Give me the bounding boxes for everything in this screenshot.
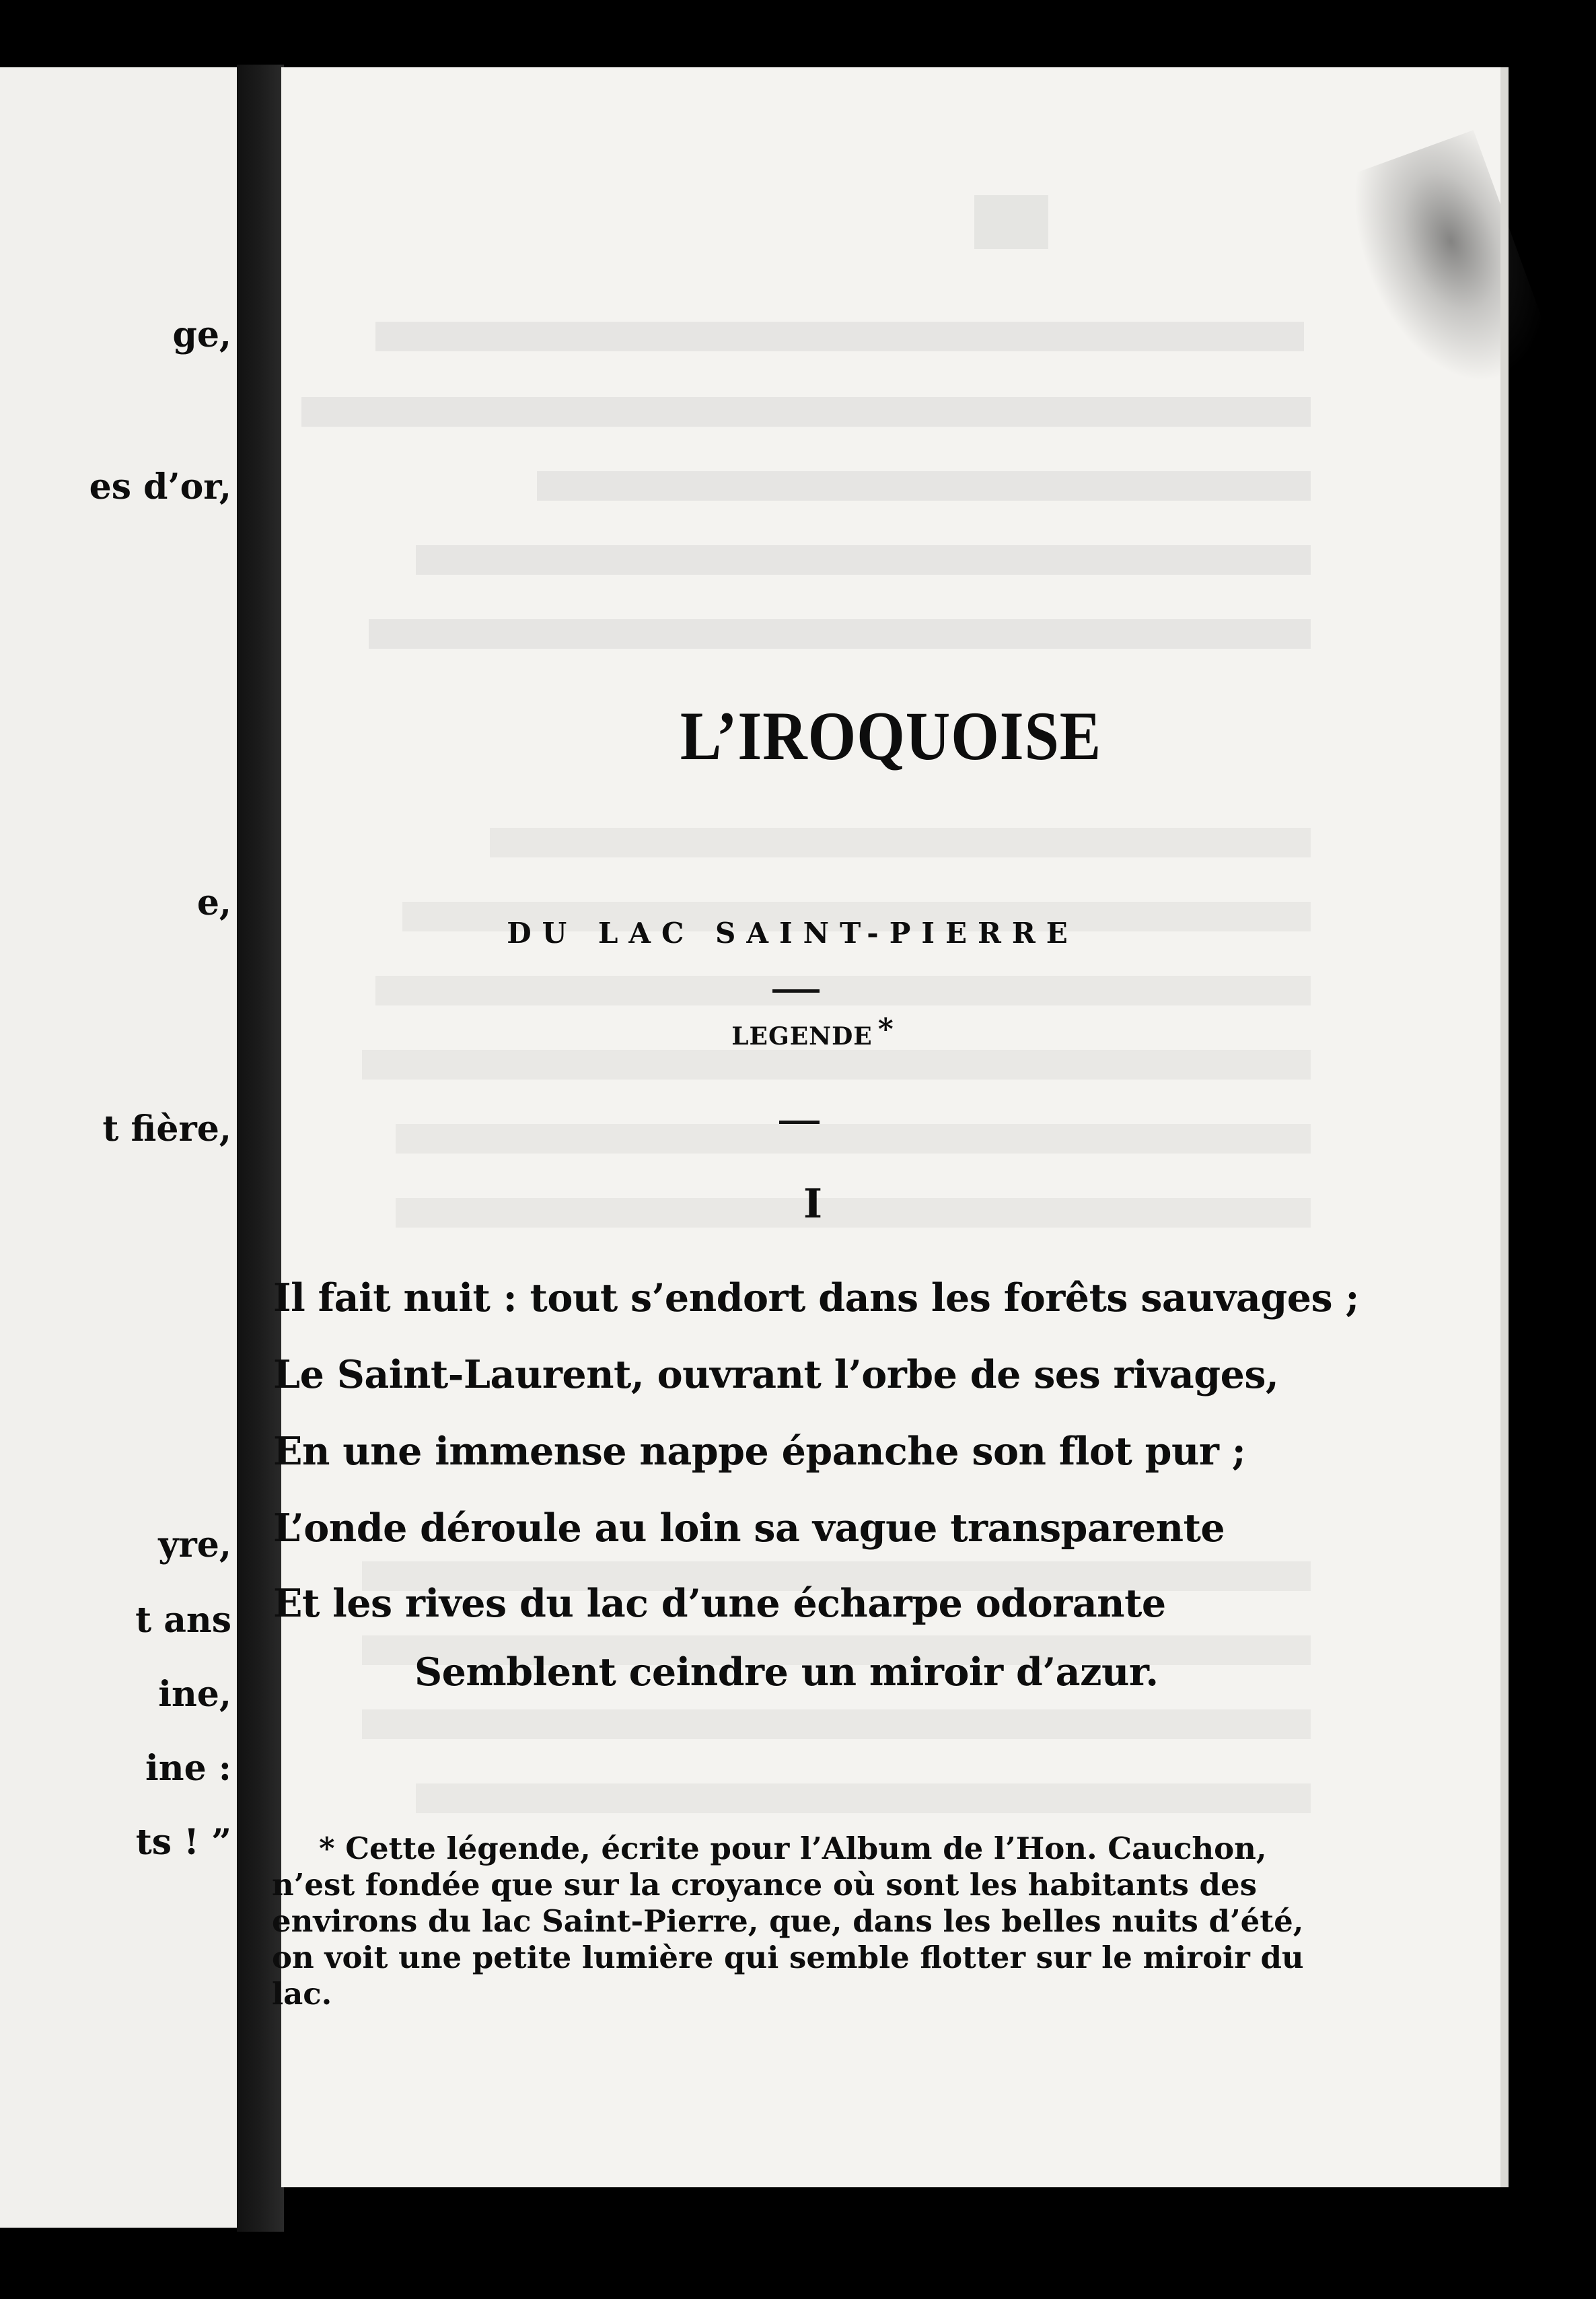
verse-line: En une immense nappe épanche son flot pur ; (273, 1429, 1246, 1474)
footnote-line: n’est fondée que sur la croyance où sont les habitants des (272, 1867, 1257, 1903)
verse-line: Le Saint-Laurent, ouvrant l’orbe de ses rivages, (273, 1352, 1279, 1397)
left-page-text: ge, (172, 314, 231, 355)
subtitle: DU LAC SAINT-PIERRE (507, 917, 1079, 950)
verse-line: Il fait nuit : tout s’endort dans les forêts sauvages ; (273, 1275, 1359, 1320)
divider (772, 989, 820, 993)
footnote-line: on voit une petite lumière qui semble flotter sur le miroir du (272, 1940, 1304, 1975)
left-page-text: t fière, (102, 1108, 231, 1150)
footnote-line: environs du lac Saint-Pierre, que, dans les belles nuits d’été, (272, 1903, 1304, 1939)
left-page-text: ts ! ” (135, 1822, 231, 1863)
page-title: L’IROQUOISE (680, 697, 1102, 775)
verse-line: Et les rives du lac d’une écharpe odorante (273, 1581, 1166, 1626)
page-edge (1500, 67, 1509, 2187)
left-page-text: yre, (158, 1524, 231, 1565)
divider (779, 1121, 820, 1124)
legend-label: LEGENDE (731, 1022, 873, 1051)
left-page-text: t ans (135, 1600, 231, 1641)
left-page-text: es d’or, (89, 466, 231, 507)
footnote-line: * Cette légende, écrite pour l’Album de l’Hon. Cauchon, (319, 1831, 1267, 1866)
footnote-line: lac. (272, 1976, 332, 2012)
footnote (272, 1831, 1317, 2012)
section-numeral: I (803, 1180, 823, 1228)
left-page-text: ine, (158, 1674, 231, 1715)
legend-heading (712, 1012, 914, 1052)
footnote-marker: * (877, 1012, 894, 1047)
left-page-text: e, (196, 882, 231, 923)
verse-line: L’onde déroule au loin sa vague transparente (273, 1506, 1225, 1551)
left-page-text: ine : (145, 1748, 231, 1789)
verse-line: Semblent ceindre un miroir d’azur. (414, 1650, 1159, 1695)
main-page (272, 67, 1500, 2187)
left-page-fragment (0, 67, 237, 2228)
